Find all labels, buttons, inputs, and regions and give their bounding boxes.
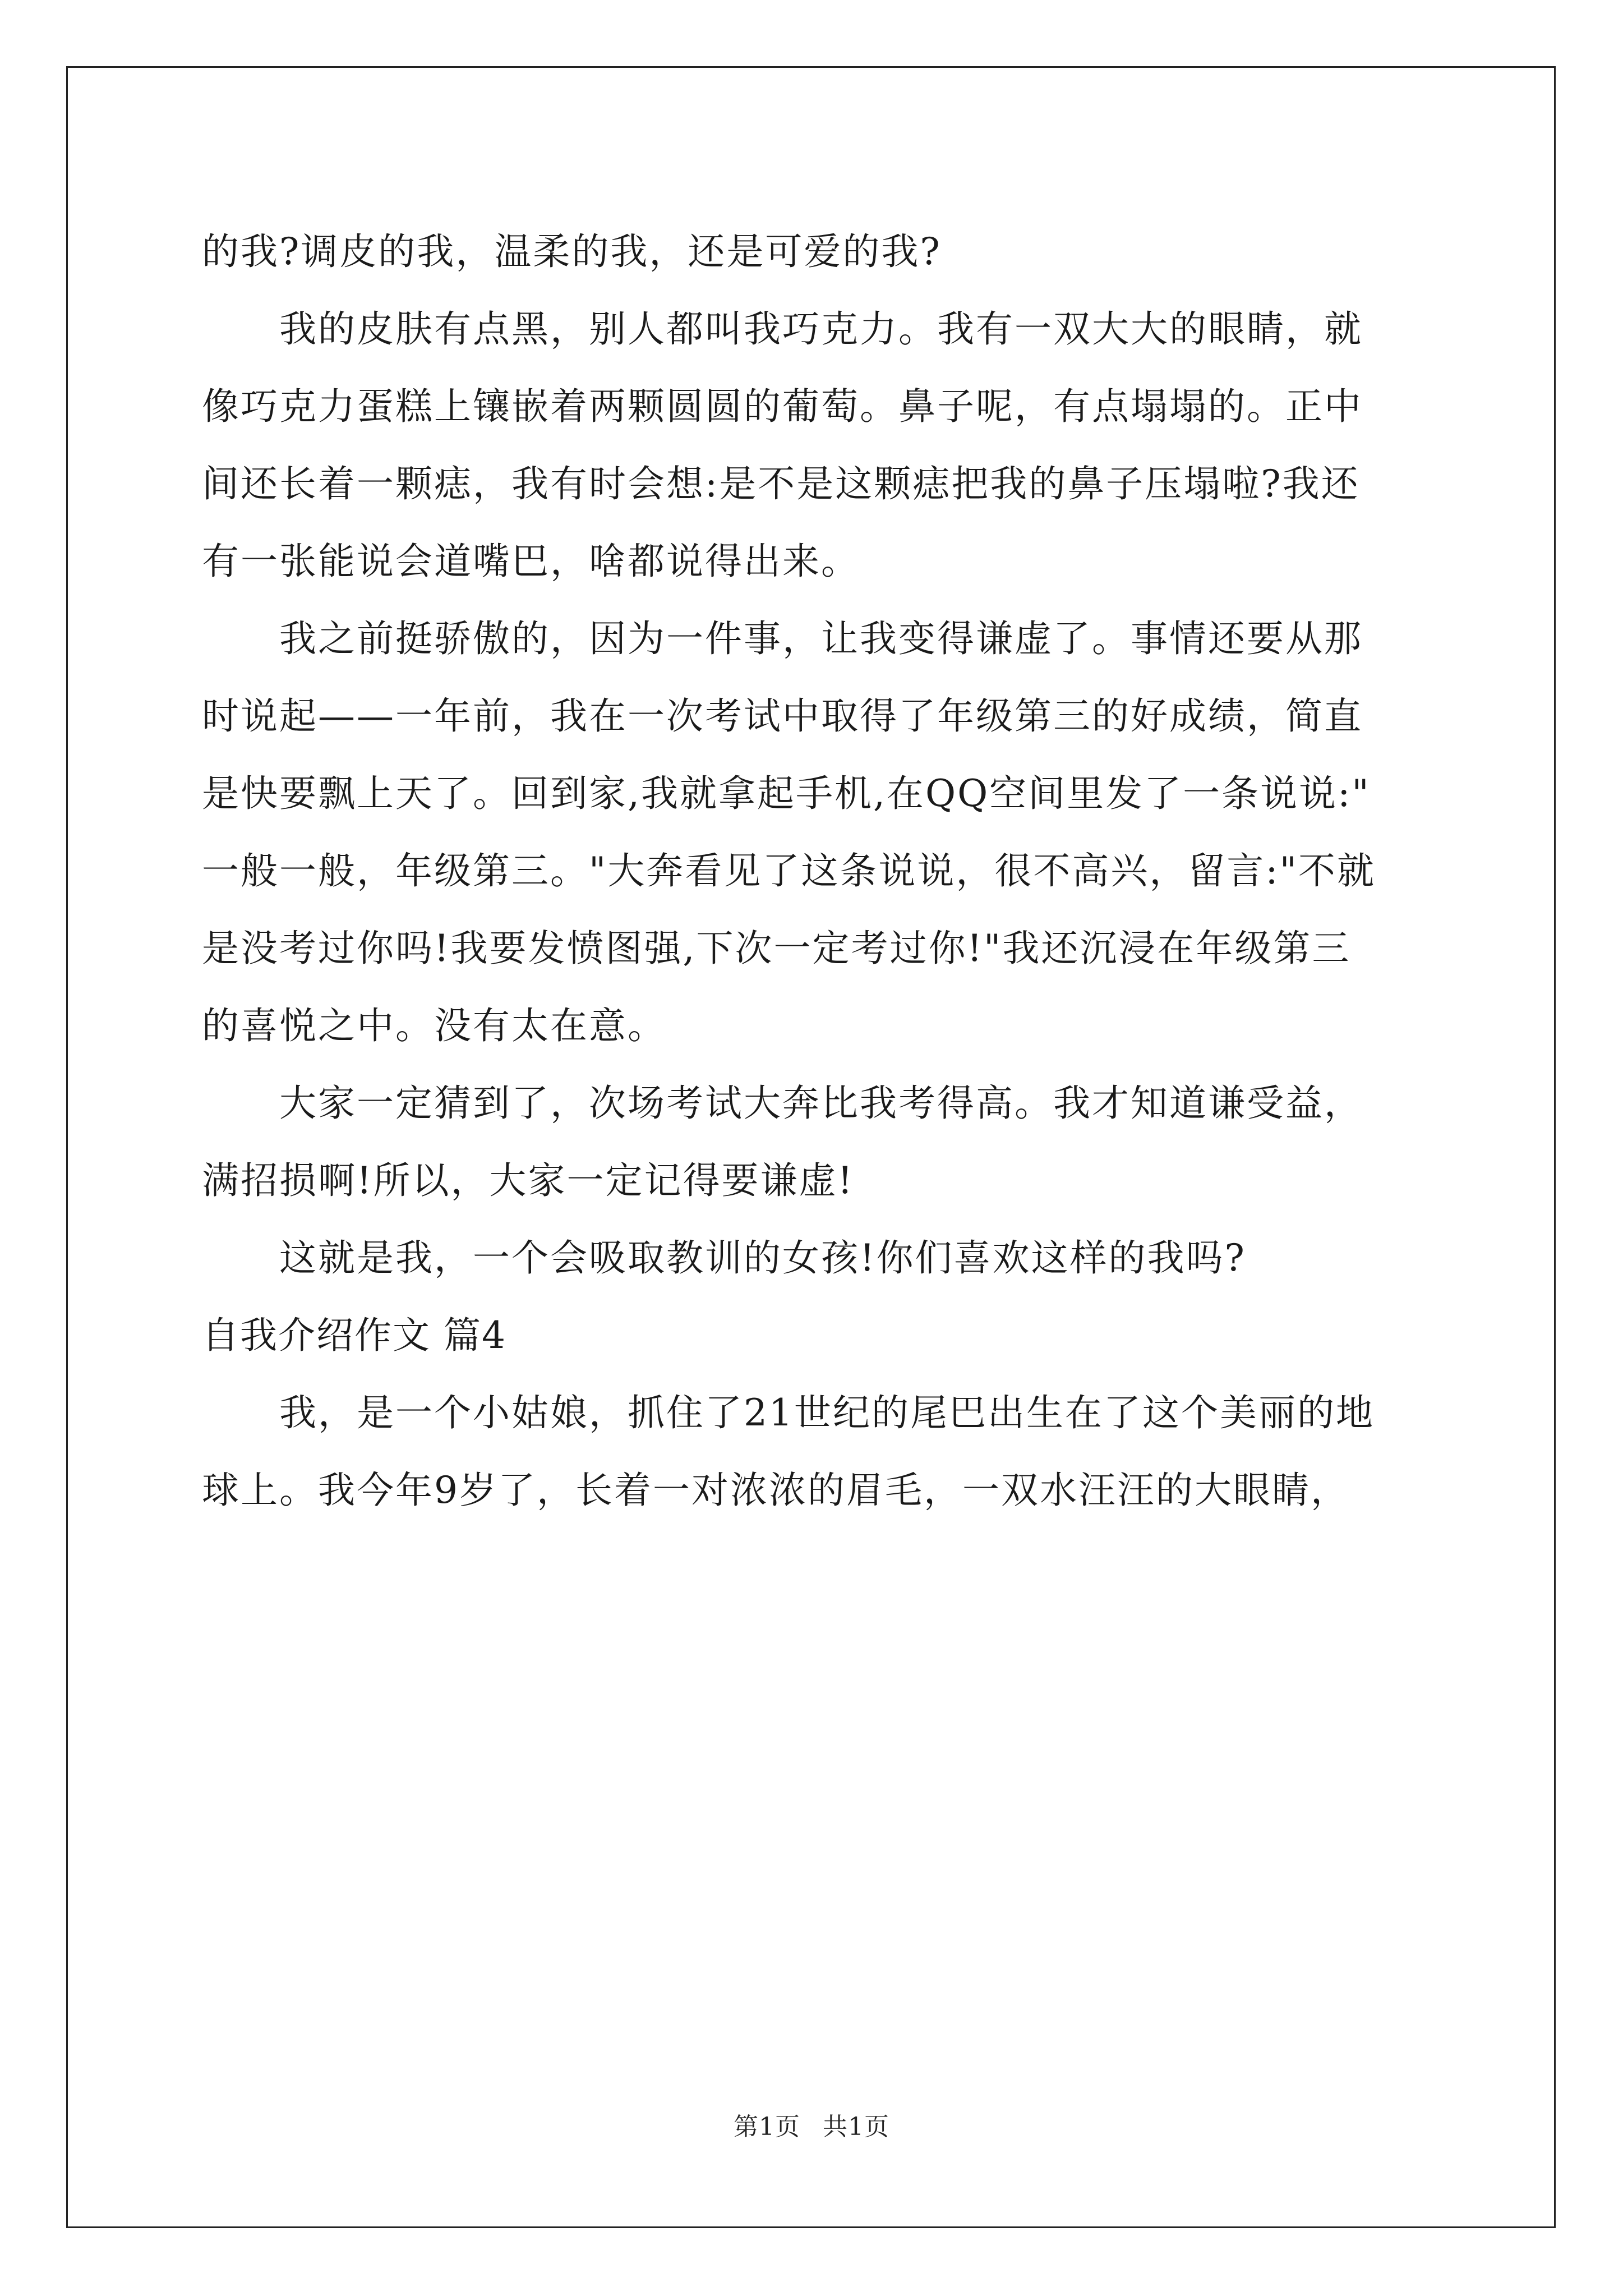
text-line: 间还长着一颗痣，我有时会想:是不是这颗痣把我的鼻子压塌啦?我还 [202,462,1360,505]
text-line: 的我?调皮的我，温柔的我，还是可爱的我? [202,230,942,273]
text-line: 时说起——一年前，我在一次考试中取得了年级第三的好成绩，简直 [202,694,1363,738]
text-line: 大家一定猜到了，次场考试大奔比我考得高。我才知道谦受益， [279,1082,1363,1125]
text-line: 球上。我今年9岁了，长着一对浓浓的眉毛，一双水汪汪的大眼睛， [202,1469,1349,1512]
text-line: 满招损啊!所以，大家一定记得要谦虚! [202,1159,855,1202]
text-line: 我的皮肤有点黑，别人都叫我巧克力。我有一双大大的眼睛，就 [279,307,1363,351]
document-body [202,213,1424,1529]
page-total: 共1页 [823,2113,889,2141]
text-line: 的喜悦之中。没有太在意。 [202,1004,666,1047]
text-line: 一般一般，年级第三。"大奔看见了这条说说，很不高兴，留言:"不就 [202,849,1376,892]
text-line: 我之前挺骄傲的，因为一件事，让我变得谦虚了。事情还要从那 [279,617,1363,660]
page-footer [0,2106,1623,2142]
text-line: 有一张能说会道嘴巴，啥都说得出来。 [202,540,860,583]
text-line: 是快要飘上天了。回到家,我就拿起手机,在QQ空间里发了一条说说:" [202,772,1371,815]
text-line: 像巧克力蛋糕上镶嵌着两颗圆圆的葡萄。鼻子呢，有点塌塌的。正中 [202,385,1363,428]
text-line: 是没考过你吗!我要发愤图强,下次一定考过你!"我还沉浸在年级第三 [202,927,1351,970]
text-line: 这就是我，一个会吸取教训的女孩!你们喜欢这样的我吗? [279,1236,1246,1280]
section-heading: 自我介绍作文 篇4 [202,1314,506,1357]
text-line: 我，是一个小姑娘，抓住了21世纪的尾巴出生在了这个美丽的地 [279,1391,1375,1434]
page-number: 第1页 [734,2113,800,2141]
